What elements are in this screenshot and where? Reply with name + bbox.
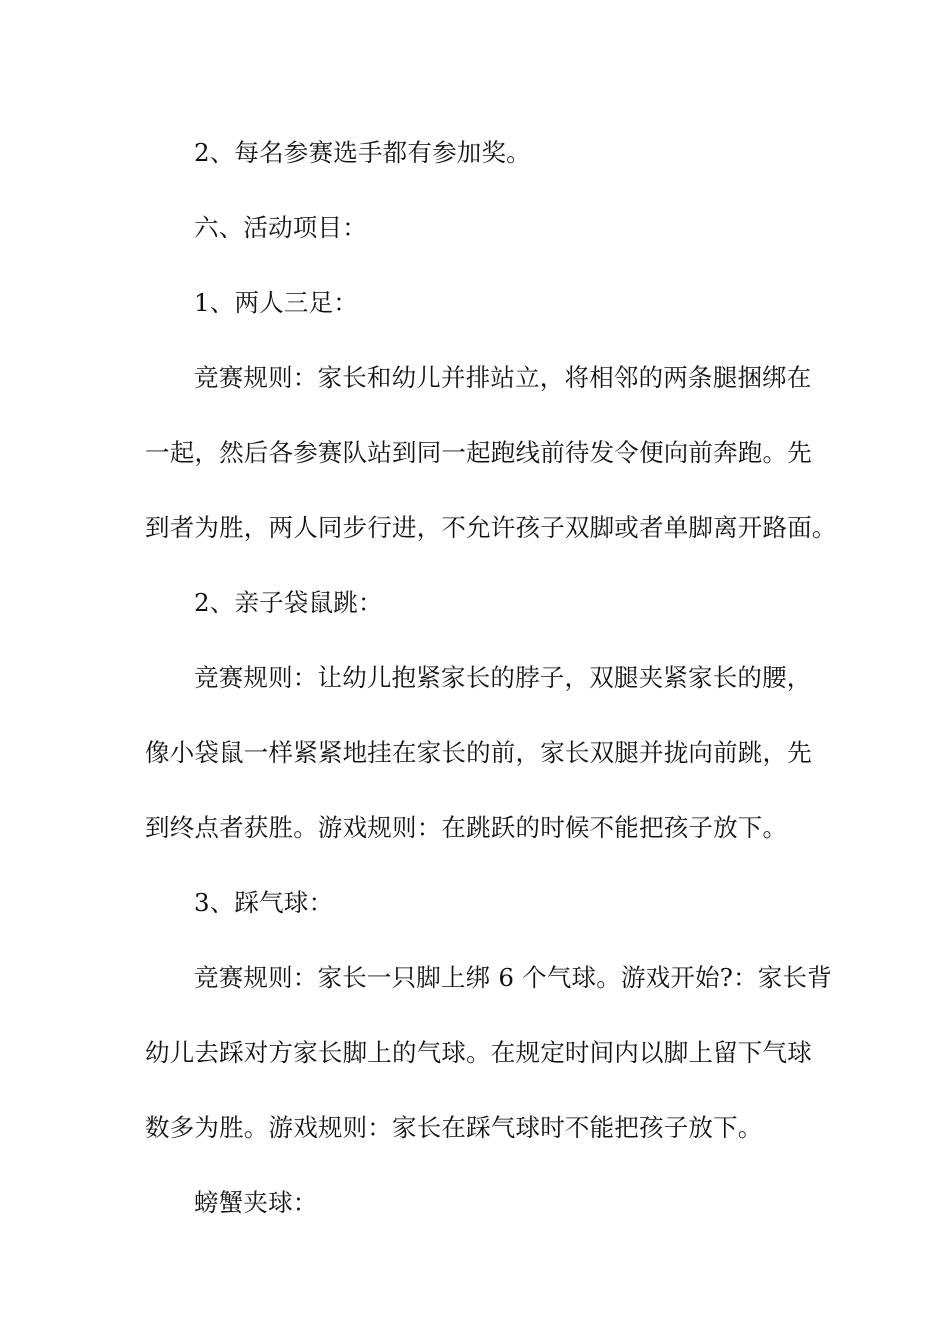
activity-heading-1: 1、两人三足： [194, 288, 358, 317]
activity-heading-2: 2、亲子袋鼠跳： [194, 588, 383, 617]
section-heading-activities: 六、活动项目： [194, 213, 367, 242]
paragraph-line: 到终点者获胜。游戏规则：在跳跃的时候不能把孩子放下。 [145, 813, 788, 842]
paragraph-line: 竞赛规则：让幼儿抱紧家长的脖子，双腿夹紧家长的腰， [194, 663, 812, 692]
paragraph-line: 幼儿去踩对方家长脚上的气球。在规定时间内以脚上留下气球 [145, 1038, 812, 1067]
paragraph-line: 数多为胜。游戏规则：家长在踩气球时不能把孩子放下。 [145, 1113, 763, 1142]
activity-heading-4: 螃蟹夹球： [194, 1188, 318, 1217]
paragraph-line: 像小袋鼠一样紧紧地挂在家长的前，家长双腿并拢向前跳，先 [145, 738, 812, 767]
activity-heading-3: 3、踩气球： [194, 888, 334, 917]
paragraph-line: 竞赛规则：家长和幼儿并排站立，将相邻的两条腿捆绑在 [194, 363, 812, 392]
paragraph-line: 竞赛规则：家长一只脚上绑 6 个气球。游戏开始?：家长背 [194, 963, 832, 992]
paragraph-line: 到者为胜，两人同步行进，不允许孩子双脚或者单脚离开路面。 [145, 513, 837, 542]
paragraph-line: 一起，然后各参赛队站到同一起跑线前待发令便向前奔跑。先 [145, 438, 812, 467]
award-item-2: 2、每名参赛选手都有参加奖。 [194, 138, 531, 167]
